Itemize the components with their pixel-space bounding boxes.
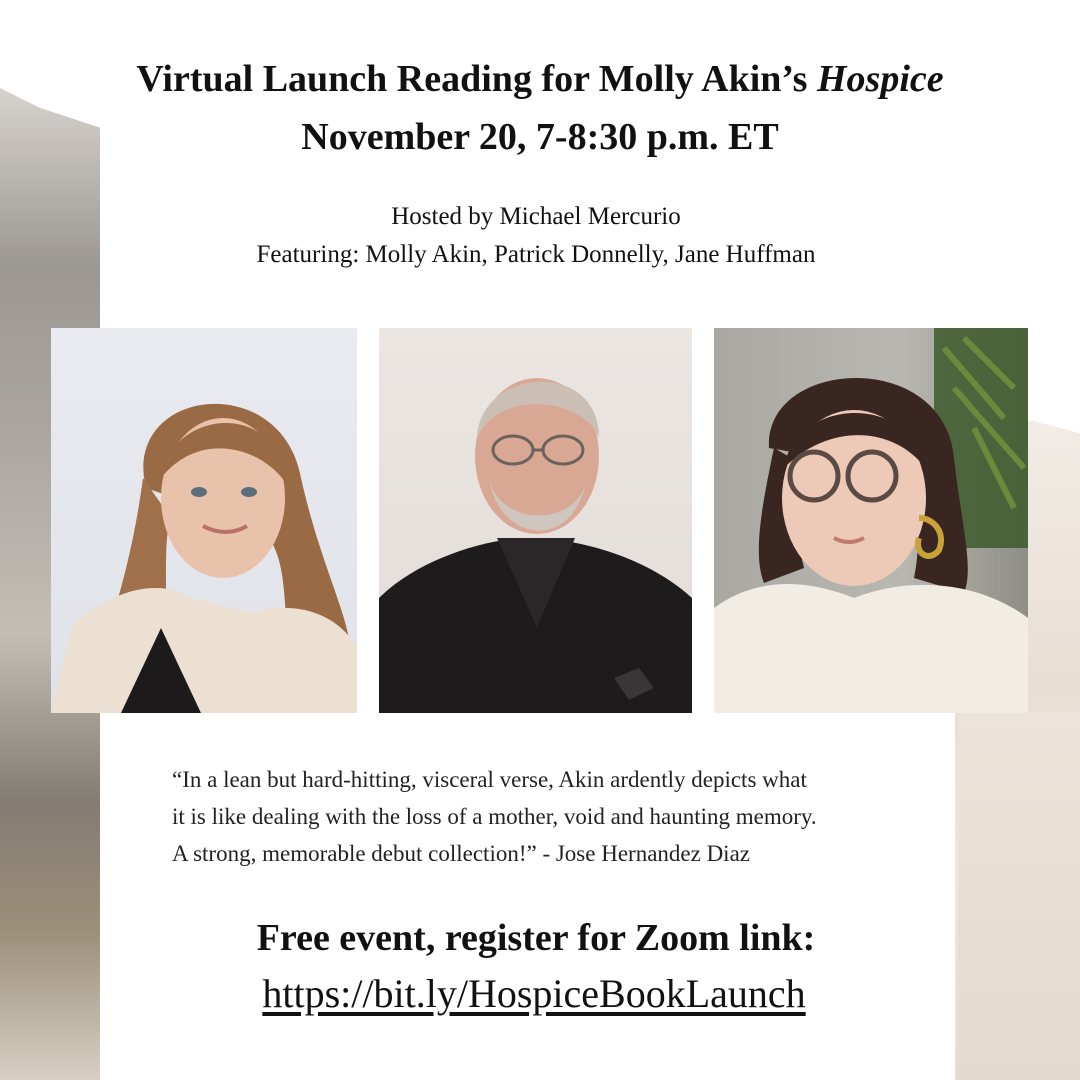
event-date: November 20, 7-8:30 p.m. ET [301,116,779,158]
registration-link[interactable]: https://bit.ly/HospiceBookLaunch [262,971,806,1016]
photo-reader-2 [379,328,692,713]
photo-reader-1 [51,328,357,713]
review-quote [172,761,912,872]
featuring-line: Featuring: Molly Akin, Patrick Donnelly, Jane Huffman [256,241,816,268]
quote-line: it is like dealing with the loss of a mother, void and haunting memory. [172,804,817,829]
event-title-prefix: Virtual Launch Reading for Molly Akin’s [136,58,817,100]
book-title: Hospice [816,58,944,100]
photo-reader-3 [714,328,1028,713]
background-collage-right-lower [958,712,1080,1080]
registration-prompt: Free event, register for Zoom link: [256,917,816,959]
event-title [0,50,1080,108]
quote-line: “In a lean but hard-hitting, visceral verse, Akin ardently depicts what [172,767,807,792]
host-line: Hosted by Michael Mercurio [391,203,681,230]
quote-line: A strong, memorable debut collection!” - Jose Hernandez Diaz [172,841,750,866]
